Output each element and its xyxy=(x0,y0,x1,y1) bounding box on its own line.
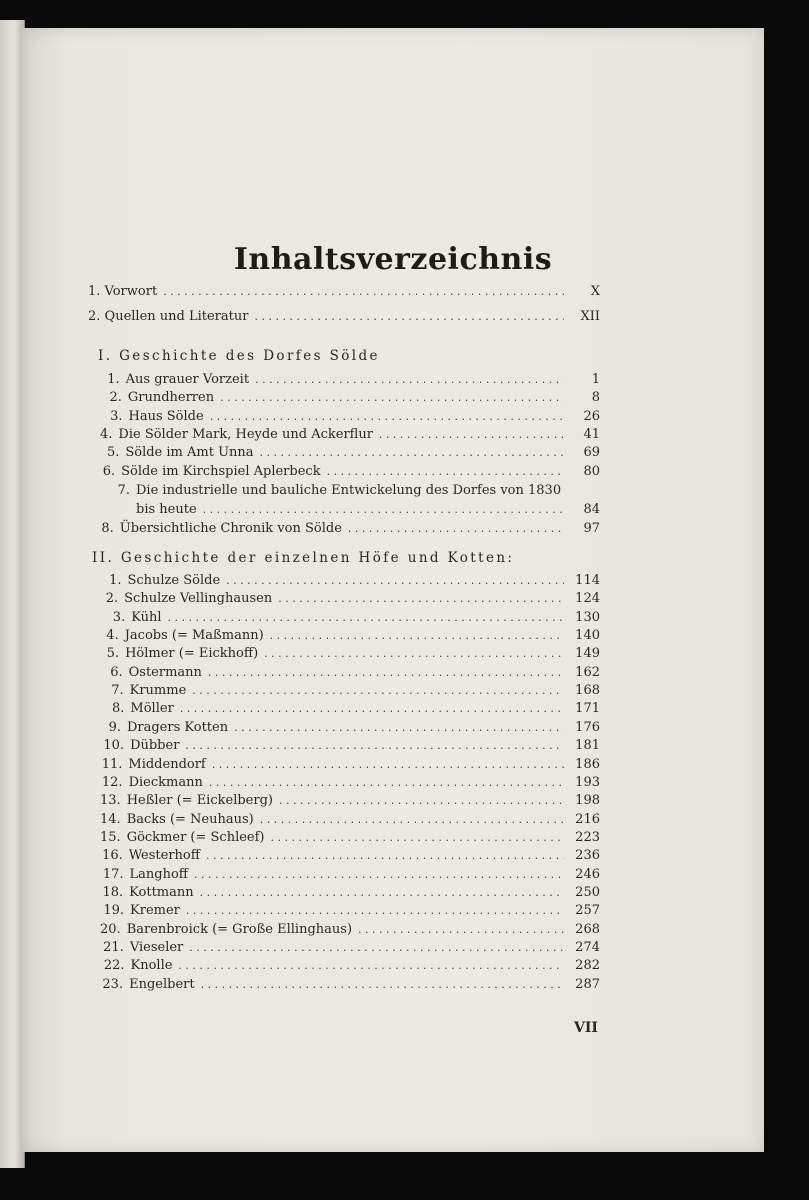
leader-dots xyxy=(220,390,564,406)
entry-number: 7. xyxy=(111,683,124,699)
entry-page: 97 xyxy=(583,521,600,536)
entry-page: 41 xyxy=(583,426,600,442)
entry-title: Dieckmann xyxy=(128,774,203,790)
leader-dots xyxy=(209,775,564,791)
entry-page: 171 xyxy=(575,701,600,717)
entry-title: Heßler (= Eickelberg) xyxy=(126,793,273,809)
toc-entry xyxy=(100,755,600,773)
entry-number: 5. xyxy=(106,646,120,662)
leader-dots xyxy=(210,409,564,425)
entry-number: 8. xyxy=(112,701,125,717)
entry-title: Aus grauer Vorzeit xyxy=(125,372,250,387)
entry-title: Sölde im Amt Unna xyxy=(125,445,254,461)
entry-title: Langhoff xyxy=(129,866,189,882)
entry-title: Dübber xyxy=(130,738,180,754)
toc-entry xyxy=(88,307,600,325)
entry-title: Übersichtliche Chronik von Sölde xyxy=(119,521,342,536)
section-heading: II. Geschichte der einzelnen Höfe und Kotten: xyxy=(92,550,515,566)
entry-number: 14. xyxy=(100,811,121,827)
toc-entry xyxy=(100,519,600,537)
toc-entry xyxy=(88,282,600,300)
entry-number: 19. xyxy=(103,903,125,919)
toc-entry xyxy=(100,699,600,717)
section-heading: I. Geschichte des Dorfes Sölde xyxy=(98,348,380,364)
leader-dots xyxy=(208,665,564,681)
entry-title: Westerhoff xyxy=(128,848,200,864)
leader-dots xyxy=(271,830,564,846)
entry-number: 16. xyxy=(102,848,123,864)
entry-page: X xyxy=(590,284,600,299)
entry-page: 236 xyxy=(575,848,600,864)
entry-number: 6. xyxy=(102,463,116,479)
entry-number: 12. xyxy=(101,774,123,790)
toc-entry xyxy=(100,388,600,406)
leader-dots xyxy=(178,958,564,974)
entry-title: Dragers Kotten xyxy=(126,719,229,735)
entry-title: Schulze Vellinghausen xyxy=(124,591,273,607)
leader-dots xyxy=(163,284,564,300)
leader-dots xyxy=(168,610,564,626)
leader-dots xyxy=(358,922,564,938)
leader-dots xyxy=(327,464,564,480)
toc-entry xyxy=(100,865,600,883)
toc-entry xyxy=(136,500,600,518)
entry-title: Sölde im Kirchspiel Aplerbeck xyxy=(121,463,321,479)
toc-entry xyxy=(100,828,600,846)
leader-dots xyxy=(189,940,564,956)
entry-title: Göckmer (= Schleef) xyxy=(126,829,265,845)
entry-page: 168 xyxy=(575,683,600,699)
entry-number: 13. xyxy=(100,793,121,809)
toc-entry xyxy=(100,846,600,864)
entry-page: XII xyxy=(580,309,600,324)
entry-title: Die industrielle und bauliche Entwickelung des Dorfes von 1830 xyxy=(136,483,562,498)
leader-dots xyxy=(270,628,564,644)
entry-number: 3. xyxy=(112,609,126,625)
entry-title: Haus Sölde xyxy=(128,408,204,424)
entry-page: 186 xyxy=(575,756,600,772)
entry-page: 130 xyxy=(575,609,600,625)
entry-title: Ostermann xyxy=(128,664,202,680)
toc-entry xyxy=(100,920,600,938)
entry-page: 8 xyxy=(591,390,600,406)
entry-number: 22. xyxy=(103,958,125,974)
leader-dots xyxy=(254,309,564,325)
toc-entry xyxy=(100,810,600,828)
entry-number: 20. xyxy=(100,921,121,937)
entry-page: 181 xyxy=(575,738,600,754)
leader-dots xyxy=(264,646,564,662)
toc-entry xyxy=(100,718,600,736)
toc-entry xyxy=(100,571,600,589)
entry-number: 23. xyxy=(102,976,124,992)
toc-entry xyxy=(100,443,600,461)
entry-title: Grundherren xyxy=(127,390,215,406)
leader-dots xyxy=(260,812,564,828)
toc-entry xyxy=(100,589,600,607)
leader-dots xyxy=(200,885,564,901)
entry-page: 114 xyxy=(575,573,600,588)
entry-number: 9. xyxy=(108,719,121,735)
entry-number: 4. xyxy=(106,628,119,644)
entry-title: 2. Quellen und Literatur xyxy=(88,309,249,324)
entry-page: 282 xyxy=(575,958,600,974)
toc-entry xyxy=(100,901,600,919)
entry-page: 69 xyxy=(583,445,600,461)
entry-number: 1. xyxy=(109,573,122,588)
entry-number: 17. xyxy=(102,866,124,882)
page-number: VII xyxy=(574,1020,598,1036)
leader-dots xyxy=(201,977,564,993)
entry-number: 7. xyxy=(117,483,130,498)
leader-dots xyxy=(234,720,564,736)
leader-dots xyxy=(206,848,564,864)
entry-title: Hölmer (= Eickhoff) xyxy=(125,646,259,662)
leader-dots xyxy=(379,427,564,443)
entry-title: Möller xyxy=(130,701,174,717)
book-page xyxy=(22,28,764,1152)
entry-page: 84 xyxy=(583,502,600,517)
entry-page: 124 xyxy=(575,591,600,607)
entry-title: Engelbert xyxy=(129,976,195,992)
entry-line xyxy=(100,482,600,500)
entry-title: Knolle xyxy=(130,958,173,974)
entry-number: 18. xyxy=(102,884,124,900)
entry-title: Barenbroick (= Große Ellinghaus) xyxy=(126,921,353,937)
entry-page: 287 xyxy=(575,976,600,992)
entry-page: 149 xyxy=(575,646,600,662)
leader-dots xyxy=(279,793,564,809)
entry-page: 162 xyxy=(575,664,600,680)
toc-entry xyxy=(100,663,600,681)
entry-number: 2. xyxy=(109,390,122,406)
entry-page: 80 xyxy=(583,463,600,479)
toc-entry xyxy=(100,407,600,425)
toc-entry xyxy=(100,773,600,791)
entry-page: 250 xyxy=(575,884,600,900)
leader-dots xyxy=(212,757,564,773)
entry-page: 26 xyxy=(583,408,600,424)
toc-entry xyxy=(100,425,600,443)
toc-entry xyxy=(100,462,600,480)
entry-title: Backs (= Neuhaus) xyxy=(126,811,254,827)
entry-number: 1. xyxy=(107,372,120,387)
toc-entry-multiline xyxy=(100,482,600,500)
leader-dots xyxy=(255,372,564,388)
leader-dots xyxy=(192,683,564,699)
entry-number: 6. xyxy=(110,664,123,680)
entry-number: 3. xyxy=(110,408,123,424)
entry-title: Middendorf xyxy=(128,756,206,772)
entry-page: 268 xyxy=(575,921,600,937)
entry-page: 257 xyxy=(575,903,600,919)
entry-title: 1. Vorwort xyxy=(88,284,158,299)
entry-number: 11. xyxy=(101,756,123,772)
toc-entry xyxy=(100,370,600,388)
entry-page: 140 xyxy=(575,628,600,644)
toc-entry xyxy=(100,791,600,809)
leader-dots xyxy=(194,867,564,883)
entry-title: Kottmann xyxy=(129,884,194,900)
entry-title: Krumme xyxy=(129,683,187,699)
entry-title: Schulze Sölde xyxy=(127,573,221,588)
entry-number: 4. xyxy=(100,426,113,442)
leader-dots xyxy=(278,591,564,607)
leader-dots xyxy=(203,502,564,518)
entry-number: 2. xyxy=(105,591,119,607)
entry-page: 246 xyxy=(575,866,600,882)
entry-title: Vieseler xyxy=(129,940,184,955)
toc-entry xyxy=(100,736,600,754)
leader-dots xyxy=(226,573,564,589)
toc-entry xyxy=(100,626,600,644)
entry-title: Kremer xyxy=(130,903,180,919)
page-title: Inhaltsverzeichnis xyxy=(233,242,553,277)
entry-page: 223 xyxy=(575,829,600,845)
leader-dots xyxy=(185,738,564,754)
leader-dots xyxy=(180,701,564,717)
entry-page: 193 xyxy=(575,774,600,790)
toc-entry xyxy=(100,883,600,901)
entry-page: 274 xyxy=(575,940,600,955)
entry-number: 15. xyxy=(100,829,121,845)
toc-entry xyxy=(100,681,600,699)
entry-title: Kühl xyxy=(131,609,162,625)
entry-number: 21. xyxy=(103,940,124,955)
toc-entry xyxy=(100,975,600,993)
toc-entry xyxy=(100,938,600,956)
entry-number: 5. xyxy=(106,445,120,461)
leader-dots xyxy=(260,445,564,461)
entry-page: 216 xyxy=(575,811,600,827)
entry-title: bis heute xyxy=(136,502,197,517)
toc-entry xyxy=(100,608,600,626)
entry-title: Jacobs (= Maßmann) xyxy=(124,628,264,644)
entry-number: 10. xyxy=(103,738,125,754)
toc-entry xyxy=(100,956,600,974)
leader-dots xyxy=(186,903,564,919)
entry-number: 8. xyxy=(101,521,114,536)
entry-page: 198 xyxy=(575,793,600,809)
entry-page: 1 xyxy=(591,372,600,387)
entry-title: Die Sölder Mark, Heyde und Ackerflur xyxy=(118,426,373,442)
toc-entry xyxy=(100,644,600,662)
leader-dots xyxy=(348,521,564,537)
entry-page: 176 xyxy=(575,719,600,735)
